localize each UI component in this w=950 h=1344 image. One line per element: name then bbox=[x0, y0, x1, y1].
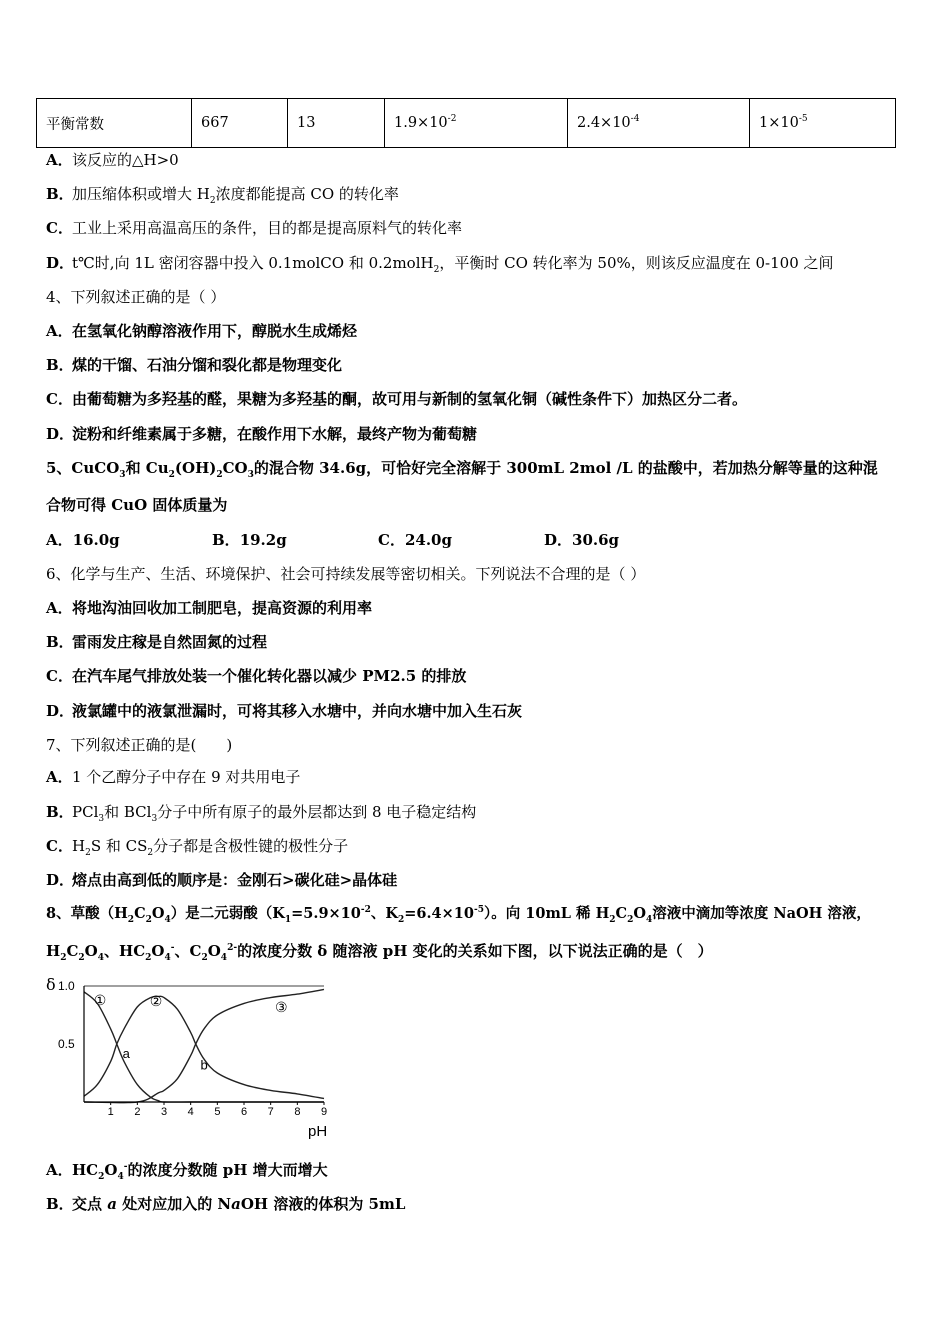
q6-option-c: C．在汽车尾气排放处装一个催化转化器以减少 PM2.5 的排放 bbox=[46, 667, 467, 685]
q5-stem-line2: 合物可得 CuO 固体质量为 bbox=[46, 496, 228, 514]
q7-option-a: A．1 个乙醇分子中存在 9 对共用电子 bbox=[46, 768, 301, 786]
chart-x-tick-label: 2 bbox=[134, 1106, 141, 1118]
chart-series-label-2: ② bbox=[149, 993, 163, 1010]
table-cell: 13 bbox=[288, 99, 385, 148]
table-row bbox=[37, 99, 896, 148]
chart-y-label: δ bbox=[46, 975, 56, 994]
q7-option-b: B．PCl$_3$和 BCl$_3$分子中所有原子的最外层都达到 8 电子稳定结构 bbox=[46, 803, 477, 824]
chart-series-line-1 bbox=[84, 992, 324, 1102]
q5-option-b: B．19.2g bbox=[212, 531, 287, 549]
equilibrium-constant-table bbox=[36, 98, 896, 148]
chart-series-line-3 bbox=[84, 989, 324, 1102]
chart-x-tick-label: 8 bbox=[294, 1106, 301, 1118]
chart-y-tick-label: 0.5 bbox=[58, 1037, 75, 1051]
chart-series-line-2 bbox=[84, 996, 324, 1098]
chart-x-label: pH bbox=[308, 1123, 328, 1140]
chart-x-tick-label: 5 bbox=[214, 1106, 221, 1118]
q8-stem-line1: 8、草酸$(H_2C_2O_4)$是二元弱酸（$K_1=5.9\times 10^{-2}$、$K_2=6.4\times 10^{-5}$）。向 10mL 稀 $H_2C_2O_4$溶液中滴加等浓度 NaOH 溶液， bbox=[46, 905, 871, 925]
chart-x-tick-label: 6 bbox=[241, 1106, 248, 1118]
q5-option-a: A．16.0g bbox=[46, 531, 120, 549]
q5-option-c: C．24.0g bbox=[378, 531, 452, 549]
chart-point-label-b: b bbox=[200, 1057, 208, 1073]
table-cell: 667 bbox=[192, 99, 288, 148]
chart-x-tick-label: 7 bbox=[267, 1106, 274, 1118]
table-cell: $1.9\times 10^{-2}$ bbox=[385, 99, 568, 148]
q6-option-d: D．液氯罐中的液氯泄漏时，可将其移入水塘中，并向水塘中加入生石灰 bbox=[46, 702, 523, 720]
q4-stem: 4、下列叙述正确的是（ ） bbox=[46, 288, 226, 306]
q3-option-c: C．工业上采用高温高压的条件，目的都是提高原料气的转化率 bbox=[46, 219, 463, 237]
q4-option-d: D．淀粉和纤维素属于多糖，在酸作用下水解，最终产物为葡萄糖 bbox=[46, 425, 478, 443]
q3-option-a: A．该反应的△H>0 bbox=[46, 151, 179, 169]
chart-x-tick-label: 9 bbox=[321, 1106, 328, 1118]
chart-point-label-a: a bbox=[122, 1045, 130, 1061]
q7-stem: 7、下列叙述正确的是( ) bbox=[46, 736, 233, 754]
chart-y-tick-label: 1.0 bbox=[58, 979, 75, 993]
table-cell-header: 平衡常数 bbox=[37, 99, 192, 148]
q6-option-a: A．将地沟油回收加工制肥皂，提高资源的利用率 bbox=[46, 599, 373, 617]
q7-option-d: D．熔点由高到低的顺序是：金刚石>碳化硅>晶体硅 bbox=[46, 871, 398, 889]
oxalic-acid-distribution-chart bbox=[40, 970, 340, 1142]
table-cell: $2.4\times 10^{-4}$ bbox=[568, 99, 750, 148]
chart-series-label-1: ① bbox=[93, 991, 107, 1008]
q8-option-a: A．$HC_2O_4^-$的浓度分数随 pH 增大而增大 bbox=[46, 1161, 328, 1182]
q4-option-a: A．在氢氧化钠醇溶液作用下，醇脱水生成烯烃 bbox=[46, 322, 358, 340]
q7-option-c: C．$H_2S$ 和 $CS_2$分子都是含极性键的极性分子 bbox=[46, 837, 349, 858]
q3-option-d: D．t℃时,向 1L 密闭容器中投入 0.1molCO 和 0.2molH$_2$，平衡时 CO 转化率为 50%，则该反应温度在 0-100 之间 bbox=[46, 254, 834, 275]
q8-option-b: B．交点 a 处对应加入的 NaOH 溶液的体积为 5mL bbox=[46, 1195, 406, 1213]
chart-x-tick-label: 3 bbox=[161, 1106, 168, 1118]
q5-option-d: D．30.6g bbox=[544, 531, 620, 549]
q5-stem-line1: 5、CuCO$_3$和 $Cu_2(OH)_2CO_3$的混合物 34.6g，可恰好完全溶解于 300mL 2mol /L 的盐酸中，若加热分解等量的这种混 bbox=[46, 459, 878, 480]
chart-series-label-3: ③ bbox=[275, 998, 288, 1015]
q3-option-b: B．加压缩体积或增大 $H_2$浓度都能提高 CO 的转化率 bbox=[46, 185, 399, 206]
chart-x-tick-label: 4 bbox=[187, 1106, 194, 1118]
q6-option-b: B．雷雨发庄稼是自然固氮的过程 bbox=[46, 633, 268, 651]
q4-option-b: B．煤的干馏、石油分馏和裂化都是物理变化 bbox=[46, 356, 343, 374]
q4-option-c: C．由葡萄糖为多羟基的醛，果糖为多羟基的酮，故可用与新制的氢氧化铜（碱性条件下）加热区分二者。 bbox=[46, 390, 748, 408]
q8-stem-line2: $H_2C_2O_4$、$HC_2O_4^-$、$C_2O_4^{2-}$的浓度分数 δ 随溶液 pH 变化的关系如下图，以下说法正确的是（ ） bbox=[46, 942, 713, 963]
chart-x-tick-label: 1 bbox=[107, 1106, 114, 1118]
q6-stem: 6、化学与生产、生活、环境保护、社会可持续发展等密切相关。下列说法不合理的是（ ） bbox=[46, 565, 646, 583]
table-cell: $1\times 10^{-5}$ bbox=[750, 99, 896, 148]
